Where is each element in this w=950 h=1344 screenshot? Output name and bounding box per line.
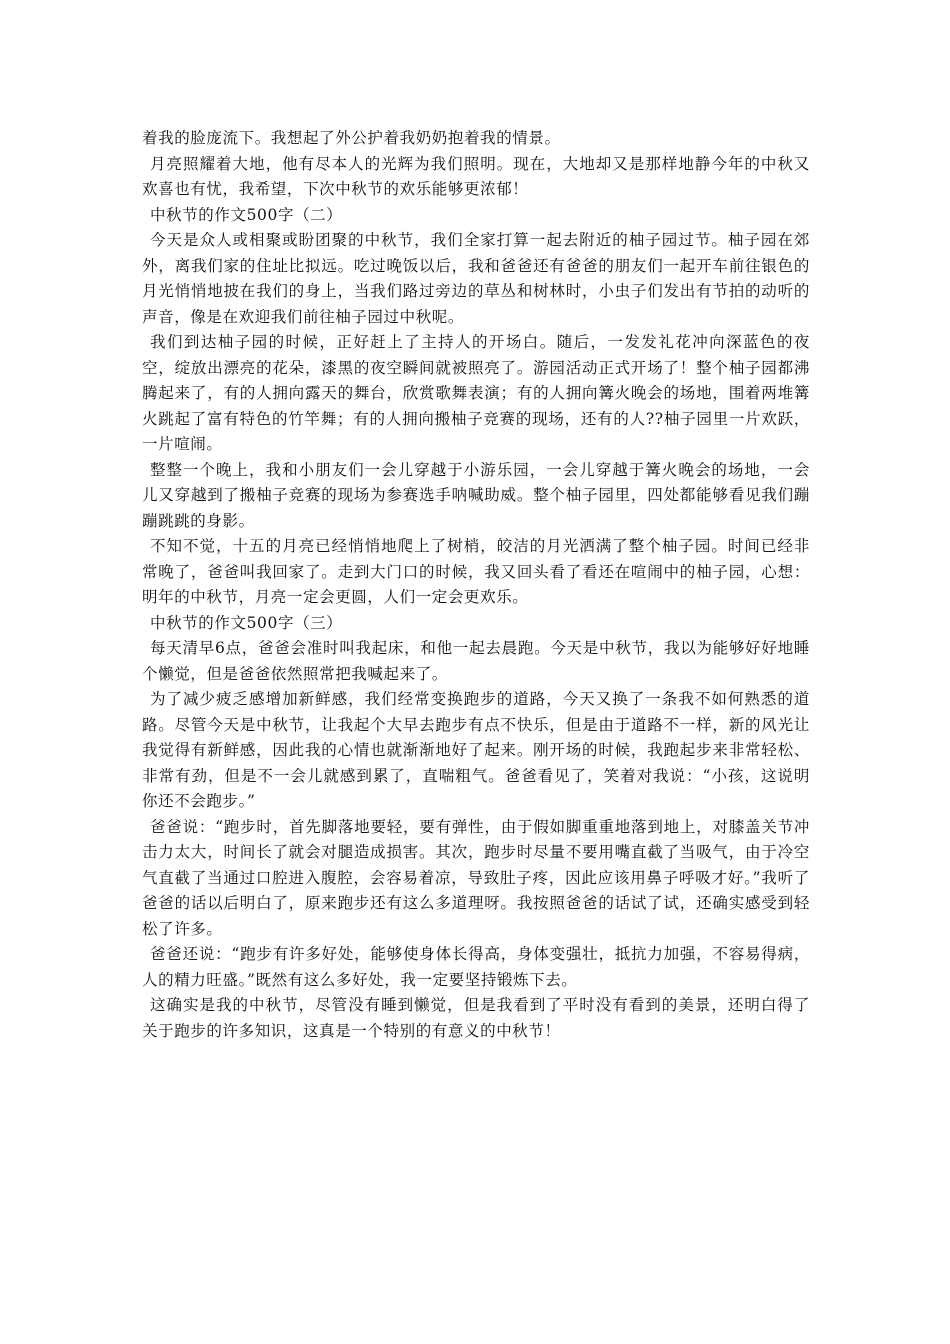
paragraph-dad-advice: 爸爸说：“跑步时，首先脚落地要轻，要有弹性，由于假如脚重重地落到地上，对膝盖关节冲击力太大，时间长了就会对腿造成损害。其次，跑步时尽量不要用嘴直截了当吸气，由于冷空气直截了当通过口腔进入腹腔，会容易着凉，导致肚子疼，因此应该用鼻子呼吸才好。”我听了爸爸的话以后明白了，原来跑步还有这么多道理呀。我按照爸爸的话试了试，还确实感受到轻松了许多。 bbox=[142, 817, 810, 938]
paragraph-going-home: 不知不觉，十五的月亮已经悄悄地爬上了树梢，皎洁的月光洒满了整个柚子园。时间已经非常晚了，爸爸叫我回家了。走到大门口的时候，我又回头看了看还在喧闹中的柚子园，心想：明年的中秋节，月亮一定会更圆，人们一定会更欢乐。 bbox=[142, 537, 810, 606]
paragraph-new-route: 为了减少疲乏感增加新鲜感，我们经常变换跑步的道路，今天又换了一条我不如何熟悉的道路。尽管今天是中秋节，让我起个大早去跑步有点不快乐，但是由于道路不一样，新的风光让我觉得有新鲜感，因此我的心情也就渐渐地好了起来。刚开场的时候，我跑起步来非常轻松、非常有劲，但是不一会儿就感到累了，直喘粗气。爸爸看见了，笑着对我说：“小孩，这说明你还不会跑步。” bbox=[142, 690, 810, 810]
document-body bbox=[142, 126, 810, 1044]
paragraph-fireworks: 我们到达柚子园的时候，正好赶上了主持人的开场白。随后，一发发礼花冲向深蓝色的夜空，绽放出漂亮的花朵，漆黑的夜空瞬间就被照亮了。游园活动正式开场了！整个柚子园都沸腾起来了，有的人拥向露天的舞台，欣赏歌舞表演；有的人拥向篝火晚会的场地，围着两堆篝火跳起了富有特色的竹竿舞；有的人拥向搬柚子竞赛的现场，还有的人??柚子园里一片欢跃，一片喧闹。 bbox=[142, 333, 810, 453]
paragraph-moonlight: 月亮照耀着大地，他有尽本人的光辉为我们照明。现在，大地却又是那样地静今年的中秋又欢喜也有忧，我希望，下次中秋节的欢乐能够更浓郁！ bbox=[142, 154, 810, 198]
paragraph-continuation: 着我的脸庞流下。我想起了外公护着我奶奶抱着我的情景。 bbox=[142, 129, 561, 147]
paragraph-morning-run: 每天清早6点，爸爸会准时叫我起床，和他一起去晨跑。今天是中秋节，我以为能够好好地睡个懒觉，但是爸爸依然照常把我喊起来了。 bbox=[142, 639, 810, 683]
paragraph-pomelo-garden-intro: 今天是众人或相聚或盼团聚的中秋节，我们全家打算一起去附近的柚子园过节。柚子园在郊外，离我们家的住址比拟远。吃过晚饭以后，我和爸爸还有爸爸的朋友们一起开车前往银色的月光悄悄地披在我们的身上，当我们路过旁边的草丛和树林时，小虫子们发出有节拍的动听的声音，像是在欢迎我们前往柚子园过中秋呢。 bbox=[142, 231, 810, 326]
paragraph-conclusion: 这确实是我的中秋节，尽管没有睡到懒觉，但是我看到了平时没有看到的美景，还明白得了关于跑步的许多知识，这真是一个特别的有意义的中秋节！ bbox=[142, 996, 810, 1040]
section-heading-three: 中秋节的作文500字（三） bbox=[150, 613, 343, 632]
section-heading-two: 中秋节的作文500字（二） bbox=[150, 205, 343, 224]
paragraph-whole-evening: 整整一个晚上，我和小朋友们一会儿穿越于小游乐园，一会儿穿越于篝火晚会的场地，一会儿又穿越到了搬柚子竞赛的现场为参赛选手呐喊助威。整个柚子园里，四处都能够看见我们蹦蹦跳跳的身影。 bbox=[142, 460, 810, 530]
paragraph-benefits: 爸爸还说：“跑步有许多好处，能够使身体长得高，身体变强壮，抵抗力加强，不容易得病，人的精力旺盛。”既然有这么多好处，我一定要坚持锻炼下去。 bbox=[142, 945, 810, 989]
